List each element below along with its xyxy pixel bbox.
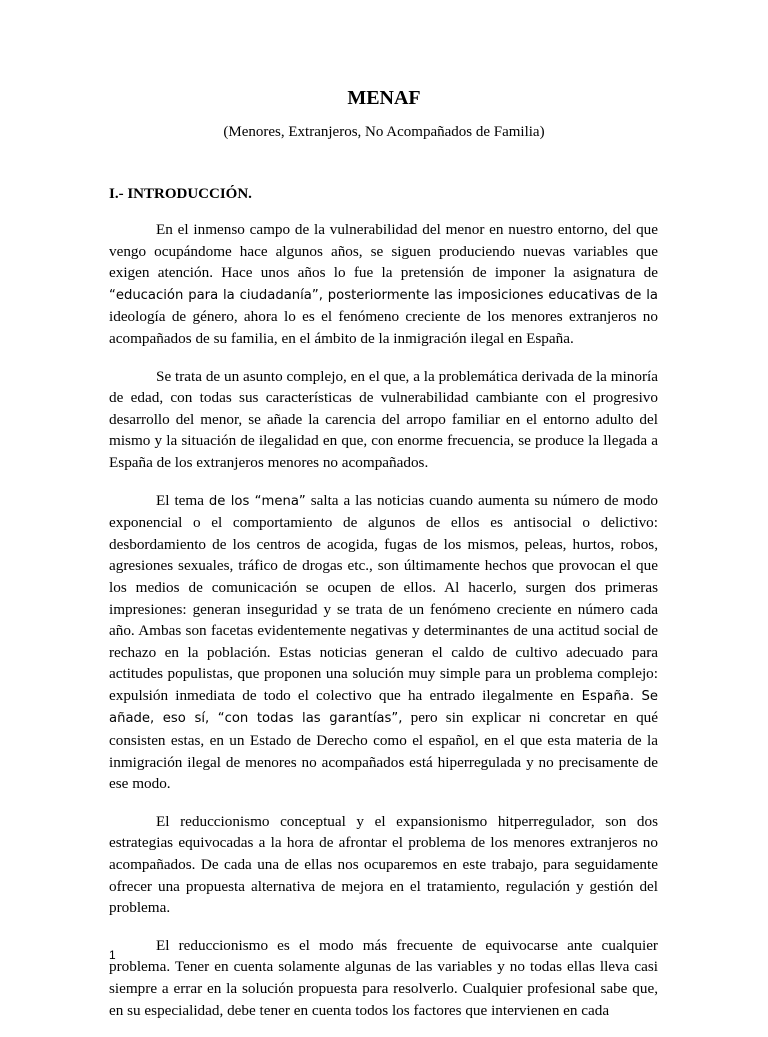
paragraph-1-text-a: En el inmenso campo de la vulnerabilidad del menor en nuestro entorno, del que vengo ocupándome hace algunos años, se siguen produciendo nuevas variables que exigen atención. Hace unos años lo fue la pretensión de imponer la asignatura de: [109, 221, 658, 282]
document-title: MENAF: [347, 87, 421, 109]
paragraph-3-text-a: El tema: [156, 491, 209, 509]
paragraph-1: [109, 219, 658, 350]
page-number: 1: [109, 948, 116, 962]
paragraph-5: El reduccionismo es el modo más frecuente de equivocarse ante cualquier problema. Tener en cuenta solamente algunas de las variables y no todas ellas lleva casi siempre a errar en la solución propuesta para resolverlo. Cualquier profesional sabe que, en su especialidad, debe tener en cuenta todos los factores que intervienen en cada: [109, 936, 658, 1019]
paragraph-3-text-c: salta a las noticias cuando aumenta su número de modo exponencial o el comportamiento de algunos de ellos es antisocial o delictivo: desbordamiento de los centros de acogida, fugas de los mismos, peleas, hurtos, robos, agresiones sexuales, tráfico de drogas etc., son últimamente hechos que provocan el que los medios de comunicación se ocupen de ellos. Al hacerlo, surgen dos primeras impresiones: generan inseguridad y se trata de un fenómeno creciente en número cada año. Ambas son facetas evidentemente negativas y determinantes de una actitud social de rechazo en la población. Estas noticias generan el caldo de cultivo adecuado para actitudes populistas, que proponen una solución muy simple para un problema complejo: expulsión inmediata de todo el colectivo que ha entrado ilegalmente en: [109, 491, 659, 704]
section-heading: I.- INTRODUCCIÓN.: [109, 186, 252, 202]
paragraph-3: [109, 490, 658, 795]
body-text: [109, 219, 658, 1037]
paragraph-3-text-e: pero sin explicar ni concretar en qué consisten estas, en un Estado de Derecho como el español, en el que esta materia de la inmigración ilegal de menores no acompañados está hiperregulada y no precisamente de ese modo.: [109, 709, 659, 793]
paragraph-1-text-d: ideología de género, ahora lo es el fenómeno creciente de los menores extranjeros no acompañados de su familia, en el ámbito de la inmigración ilegal en España.: [109, 308, 658, 347]
paragraph-3-quote: de los “mena”: [208, 493, 306, 509]
paragraph-2: Se trata de un asunto complejo, en el que, a la problemática derivada de la minoría de edad, con todas sus características de vulnerabilidad cambiante con el progresivo desarrollo del menor, se añade la carencia del arropo familiar en el entorno adulto del mismo y la situación de ilegalidad en que, con enorme frecuencia, se produce la llegada a España de los extranjeros menores no acompañados.: [109, 367, 658, 471]
paragraph-3-quote-2: España. Se añade, eso sí, “con todas las garantías”,: [109, 688, 658, 727]
paragraph-1-quote: “educación para la ciudadanía”,: [109, 287, 323, 303]
paragraph-1-text-c: posteriormente las imposiciones educativas de la: [322, 287, 658, 303]
paragraph-4: El reduccionismo conceptual y el expansionismo hitperregulador, son dos estrategias equivocadas a la hora de afrontar el problema de los menores extranjeros no acompañados. De cada una de ellas nos ocuparemos en este trabajo, para seguidamente ofrecer una propuesta alternativa de mejora en el tratamiento, regulación y gestión del problema.: [109, 812, 658, 917]
document-subtitle: (Menores, Extranjeros, No Acompañados de Familia): [223, 124, 545, 140]
